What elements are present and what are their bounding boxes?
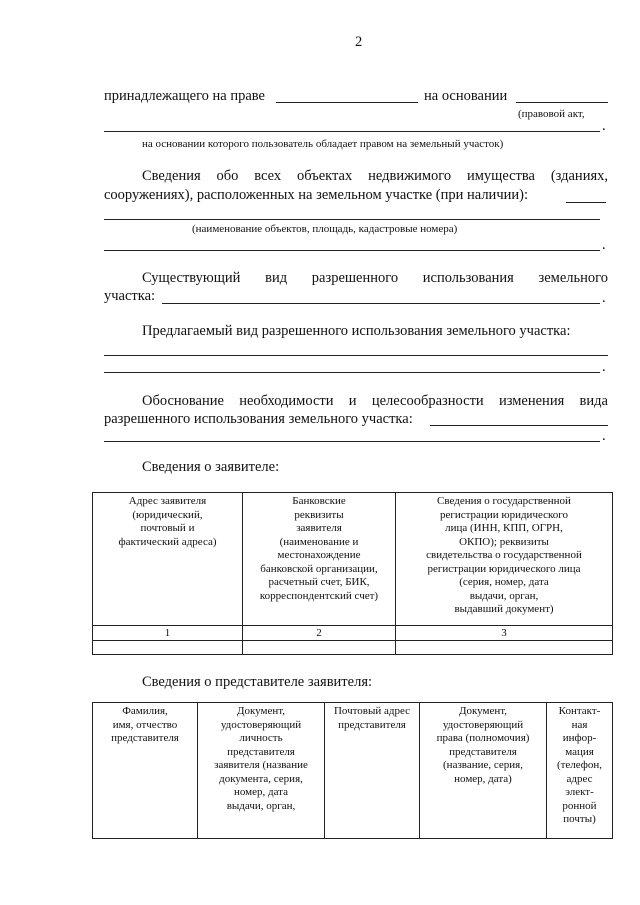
real-estate-blank-line-3 (104, 250, 600, 251)
legal-act-hint: (правовой акт, (518, 108, 585, 120)
applicant-registration-cell (396, 641, 613, 655)
legal-act-blank-line (104, 131, 600, 132)
word: (зданиях, (550, 168, 608, 184)
real-estate-line-1 (142, 168, 608, 185)
proposed-use-end-dot: . (602, 359, 606, 375)
existing-use-line-1 (142, 270, 608, 287)
page-number: 2 (355, 34, 363, 50)
applicant-address-header: Адрес заявителя (юридический, почтовый и фактический адреса) (93, 493, 243, 626)
applicant-table (92, 492, 613, 655)
justification-blank-line-2 (104, 441, 600, 442)
ownership-basis-text: на основании (424, 88, 508, 104)
ownership-prefix-text: принадлежащего на праве (104, 88, 265, 104)
word: вида (579, 393, 608, 409)
basis-blank-line (516, 102, 608, 103)
real-estate-line-2: сооружениях), расположенных на земельном участке (при наличии): (104, 187, 528, 203)
applicant-heading: Сведения о заявителе: (142, 459, 280, 475)
real-estate-hint: (наименование объектов, площадь, кадастровые номера) (192, 223, 458, 235)
applicant-registration-header: Сведения о государственной регистрации юридического лица (ИНН, КПП, ОГРН, ОКПО); реквизиты свидетельства о государственной регистрации юридического лица (серия, номер, дата выдачи, орган, выдавший документ) (396, 493, 613, 626)
justification-line-1 (142, 393, 608, 410)
existing-use-line-2: участка: (104, 288, 156, 304)
applicant-address-cell (93, 641, 243, 655)
legal-act-end-dot: . (602, 118, 606, 134)
word: целесообразности (371, 393, 484, 409)
applicant-bank-header: Банковские реквизиты заявителя (наименование и местонахождение банковской организации, расчетный счет, БИК, корреспондентский счет) (243, 493, 396, 626)
word: изменения (498, 393, 565, 409)
word: Существующий (142, 270, 241, 286)
representative-header-row (93, 703, 613, 839)
proposed-use-text: Предлагаемый вид разрешенного использования земельного участка: (142, 323, 571, 339)
proposed-use-blank-line-1 (104, 355, 608, 356)
justification-blank-line-1 (430, 425, 608, 426)
justification-line-2: разрешенного использования земельного участка: (104, 411, 413, 427)
word: обо (216, 168, 239, 184)
word: недвижимого (368, 168, 452, 184)
word: вид (265, 270, 288, 286)
column-number: 2 (243, 626, 396, 641)
representative-table (92, 702, 613, 839)
real-estate-blank-line-1 (566, 202, 606, 203)
representative-address-header: Почтовый адрес представителя (325, 703, 420, 839)
justification-end-dot: . (602, 428, 606, 444)
proposed-use-blank-line-2 (104, 372, 600, 373)
real-estate-end-dot: . (602, 237, 606, 253)
word: использования (422, 270, 514, 286)
word: имущества (466, 168, 535, 184)
existing-use-blank-line (162, 303, 600, 304)
real-estate-blank-line-2 (104, 219, 600, 220)
applicant-number-row (93, 626, 613, 641)
applicant-header-row (93, 493, 613, 626)
applicant-data-row (93, 641, 613, 655)
representative-heading: Сведения о представителе заявителя: (142, 674, 373, 690)
right-type-blank-line (276, 102, 418, 103)
word: земельного (538, 270, 608, 286)
legal-basis-hint: на основании которого пользователь обладает правом на земельный участок) (142, 138, 504, 150)
word: необходимости (239, 393, 334, 409)
representative-id-document-header: Документ, удостоверяющий личность представителя заявителя (название документа, серия, номер, дата выдачи, орган, (198, 703, 325, 839)
representative-authority-document-header: Документ, удостоверяющий права (полномочия) представителя (название, серия, номер, дата) (420, 703, 547, 839)
representative-contact-header: Контакт- ная инфор- мация (телефон, адрес элект- ронной почты) (547, 703, 613, 839)
column-number: 3 (396, 626, 613, 641)
applicant-bank-cell (243, 641, 396, 655)
column-number: 1 (93, 626, 243, 641)
word: и (348, 393, 357, 409)
existing-use-end-dot: . (602, 290, 606, 306)
word: Обоснование (142, 393, 224, 409)
word: всех (254, 168, 282, 184)
word: объектах (296, 168, 353, 184)
word: разрешенного (311, 270, 399, 286)
word: Сведения (142, 168, 201, 184)
representative-name-header: Фамилия, имя, отчество представителя (93, 703, 198, 839)
